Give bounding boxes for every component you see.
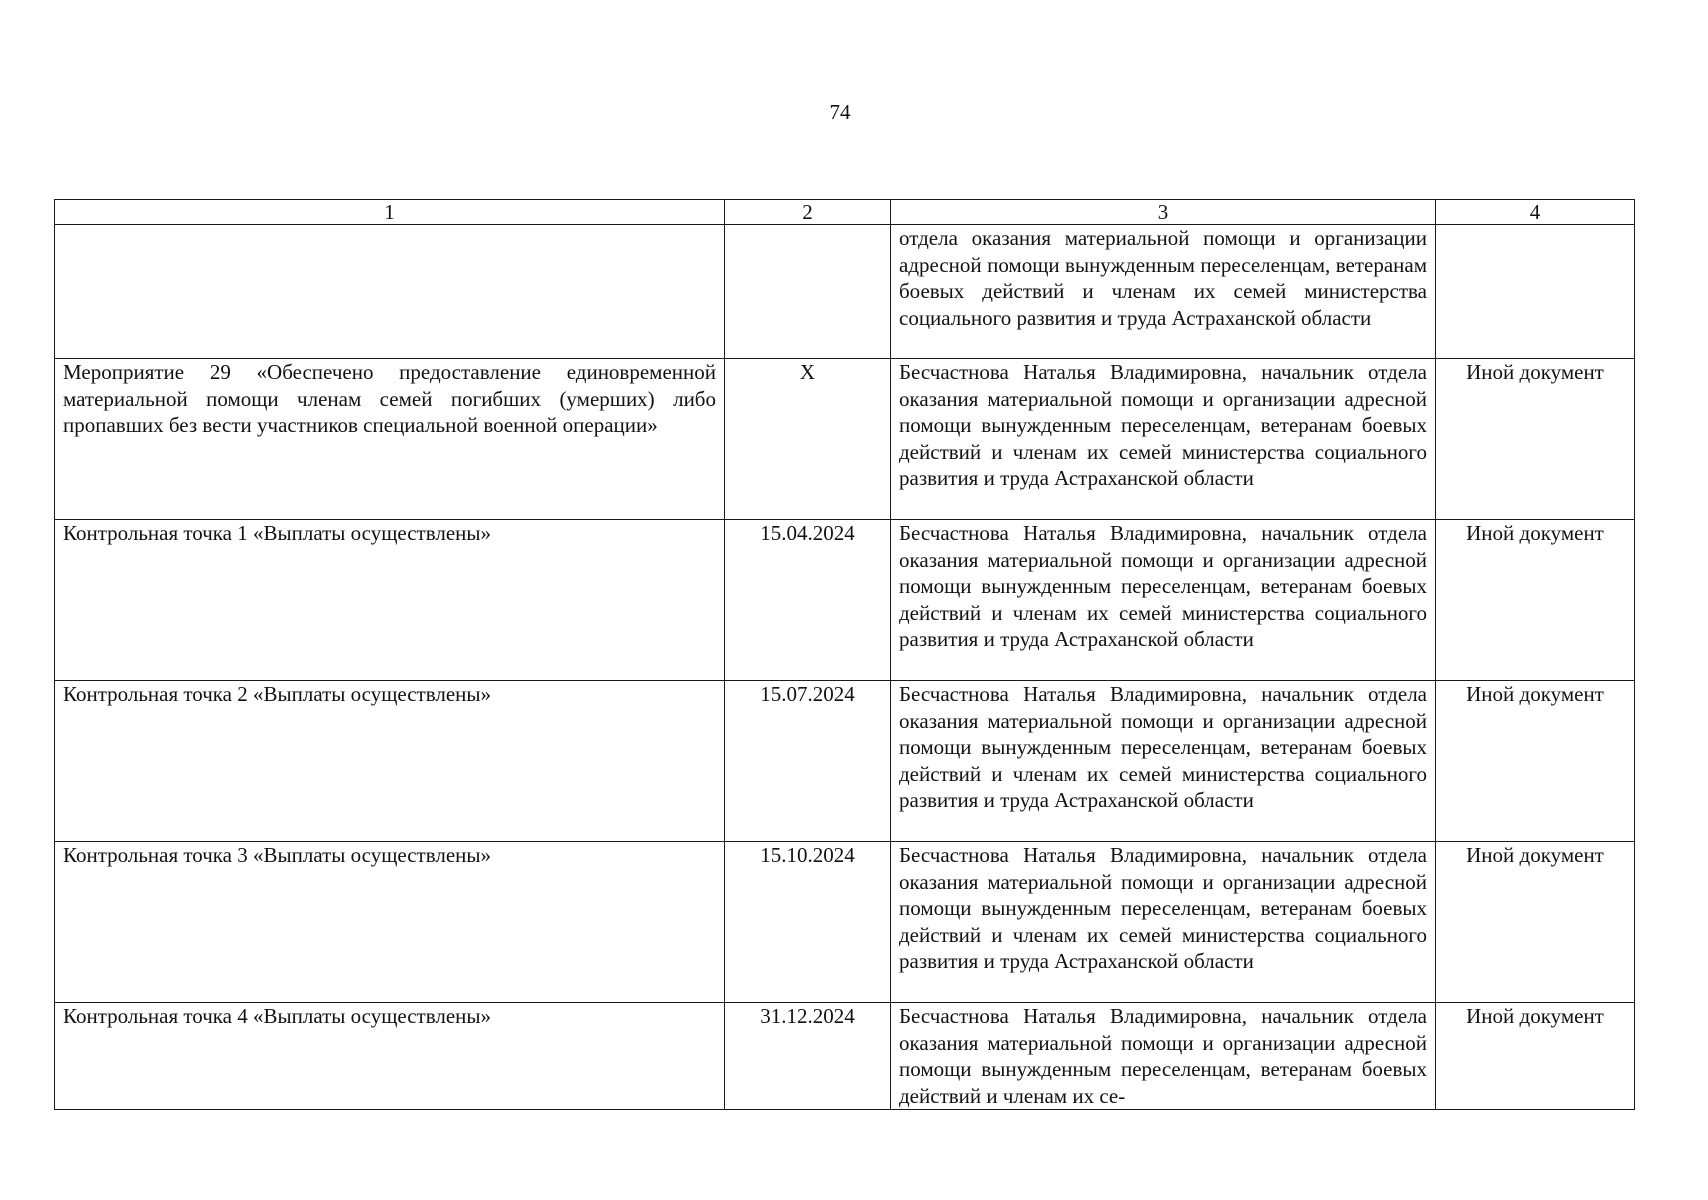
header-col-1: 1 xyxy=(55,200,725,225)
cell-deadline: 31.12.2024 xyxy=(725,1003,891,1110)
table-header xyxy=(55,200,1635,225)
cell-responsible: Бесчастнова Наталья Владимировна, начальник отдела оказания материальной помощи и организации адресной помощи вынужденным переселенцам, ветеранам боевых действий и членам их семей министерства социального развития и труда Астраханской области xyxy=(891,359,1436,520)
cell-deadline: 15.07.2024 xyxy=(725,681,891,842)
cell-event-name: Контрольная точка 1 «Выплаты осуществлены» xyxy=(55,520,725,681)
cell-event-name: Мероприятие 29 «Обеспечено предоставление единовременной материальной помощи членам семей погибших (умерших) либо пропавших без вести участников специальной военной операции» xyxy=(55,359,725,520)
cell-responsible: Бесчастнова Наталья Владимировна, начальник отдела оказания материальной помощи и организации адресной помощи вынужденным переселенцам, ветеранам боевых действий и членам их семей министерства социального развития и труда Астраханской области xyxy=(891,520,1436,681)
cell-responsible: Бесчастнова Наталья Владимировна, начальник отдела оказания материальной помощи и организации адресной помощи вынужденным переселенцам, ветеранам боевых действий и членам их семей министерства социального развития и труда Астраханской области xyxy=(891,842,1436,1003)
cell-responsible: Бесчастнова Наталья Владимировна, начальник отдела оказания материальной помощи и организации адресной помощи вынужденным переселенцам, ветеранам боевых действий и членам их се- xyxy=(891,1003,1436,1110)
table-row-checkpoint-1 xyxy=(55,520,1635,681)
cell-event-name: Контрольная точка 4 «Выплаты осуществлены» xyxy=(55,1003,725,1110)
header-col-2: 2 xyxy=(725,200,891,225)
cell-event-name xyxy=(55,225,725,359)
table-body xyxy=(55,225,1635,1110)
cell-event-name: Контрольная точка 2 «Выплаты осуществлены» xyxy=(55,681,725,842)
cell-deadline: 15.04.2024 xyxy=(725,520,891,681)
table-row-measure-29 xyxy=(55,359,1635,520)
cell-deadline: 15.10.2024 xyxy=(725,842,891,1003)
header-col-4: 4 xyxy=(1436,200,1635,225)
header-row xyxy=(55,200,1635,225)
header-col-3: 3 xyxy=(891,200,1436,225)
cell-responsible: отдела оказания материальной помощи и организации адресной помощи вынужденным переселенцам, ветеранам боевых действий и членам их семей министерства социального развития и труда Астраханской области xyxy=(891,225,1436,359)
cell-event-name: Контрольная точка 3 «Выплаты осуществлены» xyxy=(55,842,725,1003)
cell-deadline: X xyxy=(725,359,891,520)
table-row-continuation xyxy=(55,225,1635,359)
page-number: 74 xyxy=(829,100,851,124)
cell-document-type: Иной документ xyxy=(1436,520,1635,681)
cell-document-type: Иной документ xyxy=(1436,359,1635,520)
table-row-checkpoint-4 xyxy=(55,1003,1635,1110)
table-row-checkpoint-3 xyxy=(55,842,1635,1003)
cell-document-type xyxy=(1436,225,1635,359)
cell-document-type: Иной документ xyxy=(1436,1003,1635,1110)
cell-responsible: Бесчастнова Наталья Владимировна, начальник отдела оказания материальной помощи и организации адресной помощи вынужденным переселенцам, ветеранам боевых действий и членам их семей министерства социального развития и труда Астраханской области xyxy=(891,681,1436,842)
cell-document-type: Иной документ xyxy=(1436,842,1635,1003)
table-row-checkpoint-2 xyxy=(55,681,1635,842)
plan-table xyxy=(54,199,1635,1110)
cell-document-type: Иной документ xyxy=(1436,681,1635,842)
cell-deadline xyxy=(725,225,891,359)
